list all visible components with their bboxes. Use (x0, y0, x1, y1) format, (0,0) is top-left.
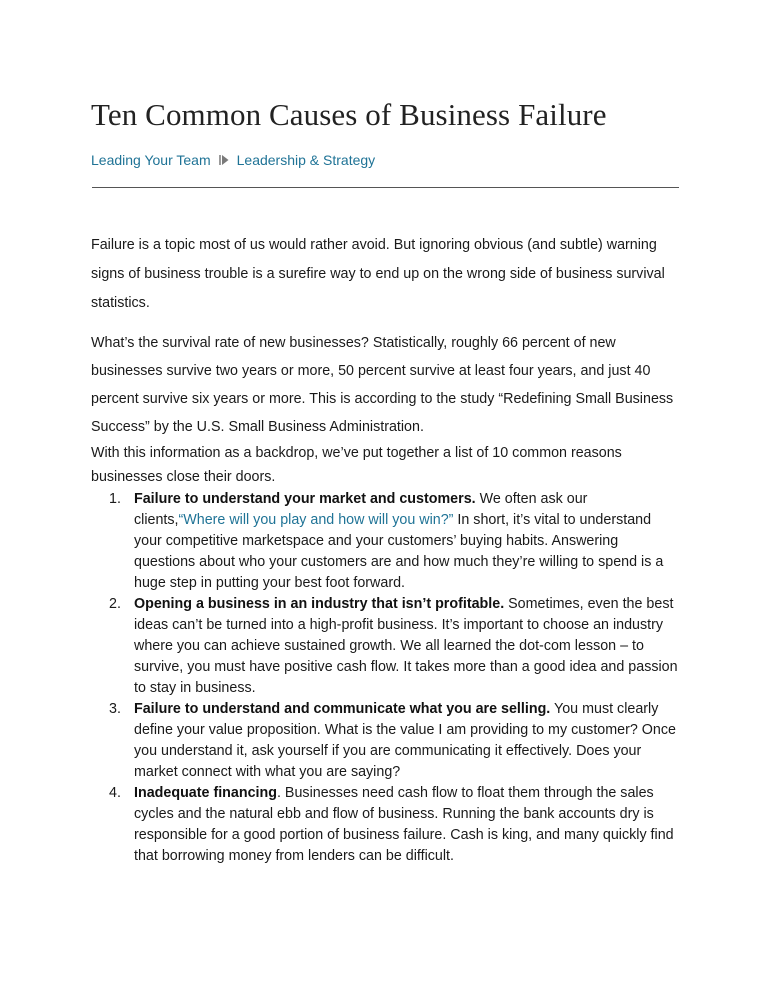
intro-paragraph: Failure is a topic most of us would rather avoid. But ignoring obvious (and subtle) warning signs of business trouble is a surefire way to end up on the wrong side of business survival statistics. (91, 237, 665, 311)
reason-heading: Inadequate financing (134, 785, 277, 801)
breadcrumb-item-leading-your-team[interactable]: Leading Your Team (91, 152, 211, 168)
survival-rate-paragraph: What’s the survival rate of new businesses? Statistically, roughly 66 percent of new businesses survive two years or more, 50 percent survive at least four years, and just 40 percent survive six years or more. This is according to the study “Redefining Small Business Success” by the U.S. Small Business Administration. (91, 335, 674, 435)
header-divider (92, 187, 679, 188)
reason-text: Sometimes, even the best ideas can’t be turned into a high-profit business. It’s important to choose an industry where you can achieve sustained growth. We all learned the dot-com lesson – to survive, you must have positive cash flow. It takes more than a good idea and passion to stay in business. (134, 596, 678, 696)
list-item-reason-2 (91, 594, 679, 699)
document-page (91, 96, 679, 867)
list-item-reason-4 (91, 783, 679, 867)
play-triangle-icon (219, 154, 229, 166)
list-item-number: 3. (109, 701, 121, 717)
list-item-reason-3 (91, 699, 679, 783)
reason-heading: Failure to understand and communicate what you are selling. (134, 701, 551, 717)
reason-heading: Opening a business in an industry that isn’t profitable. (134, 596, 505, 612)
reason-text: We often ask our clients, (134, 491, 588, 528)
reasons-list (91, 489, 679, 867)
page-title: Ten Common Causes of Business Failure (91, 97, 607, 132)
breadcrumb (91, 151, 679, 169)
list-item-number: 1. (109, 491, 121, 507)
breadcrumb-item-leadership-strategy[interactable]: Leadership & Strategy (236, 152, 376, 168)
reason-text-continued: In short, it’s vital to understand your competitive marketspace and your customers’ buying habits. Answering questions about who your customers are and how much they’re willing to spend is a huge step in putting your best foot forward. (134, 512, 664, 591)
reason-heading: Failure to understand your market and customers. (134, 491, 476, 507)
reason-text: You must clearly define your value proposition. What is the value I am providing to my customer? Once you understand it, ask yourself if you are communicating it effectively. Does your market connect with what you are saying? (134, 701, 676, 780)
backdrop-paragraph: With this information as a backdrop, we’ve put together a list of 10 common reasons businesses close their doors. (91, 445, 622, 485)
list-item-number: 2. (109, 596, 121, 612)
list-item-number: 4. (109, 785, 121, 801)
reason-text: . Businesses need cash flow to float them through the sales cycles and the natural ebb and flow of business. Running the bank accounts dry is responsible for a good portion of business failure. Cash is king, and many quickly find that borrowing money from lenders can be difficult. (134, 785, 674, 864)
reason-quote-link[interactable]: “Where will you play and how will you win?” (178, 512, 454, 528)
list-item-reason-1 (91, 489, 679, 594)
